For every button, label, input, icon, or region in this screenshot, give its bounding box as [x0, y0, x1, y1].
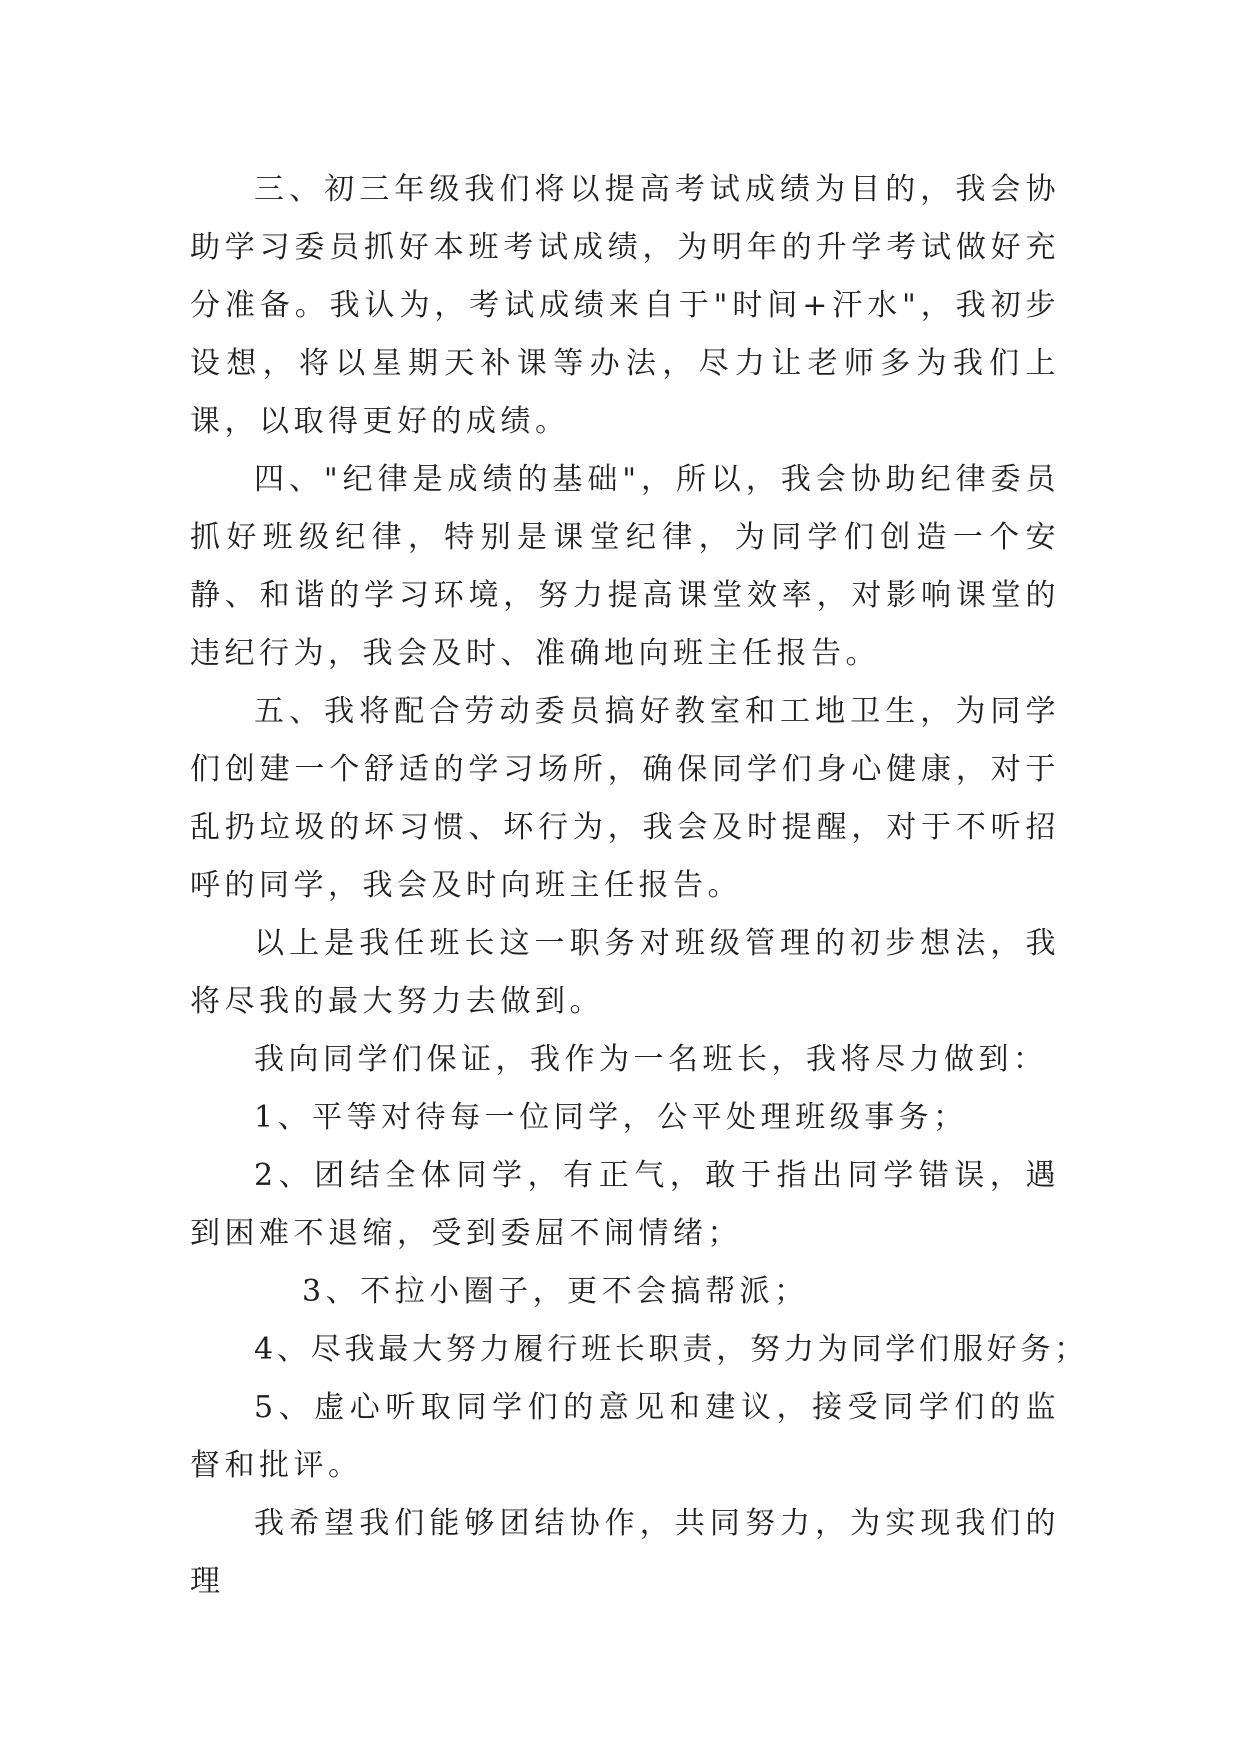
list-item-3: 3、不拉小圈子，更不会搞帮派； [302, 1274, 809, 1309]
document-body [190, 161, 1089, 1611]
list-item-5: 5、虚心听取同学们的意见和建议，接受同学们的监督和批评。 [190, 1390, 1060, 1483]
paragraph-item-3: 三、初三年级我们将以提高考试成绩为目的，我会协助学习委员抓好本班考试成绩，为明年的升学考试做好充分准备。我认为，考试成绩来自于"时间+汗水"，我初步设想，将以星期天补课等办法，尽力让老师多为我们上课，以取得更好的成绩。 [190, 172, 1060, 439]
list-item-2: 2、团结全体同学，有正气，敢于指出同学错误，遇到困难不退缩，受到委屈不闹情绪； [190, 1158, 1060, 1251]
paragraph-item-4: 四、"纪律是成绩的基础"，所以，我会协助纪律委员抓好班级纪律，特别是课堂纪律，为同学们创造一个安静、和谐的学习环境，努力提高课堂效率，对影响课堂的违纪行为，我会及时、准确地向班主任报告。 [190, 462, 1060, 671]
list-item-4: 4、尽我最大努力履行班长职责，努力为同学们服好务； [254, 1332, 1089, 1367]
paragraph-closing: 我希望我们能够团结协作，共同努力，为实现我们的理 [190, 1506, 1060, 1599]
paragraph-item-5: 五、我将配合劳动委员搞好教室和工地卫生，为同学们创建一个舒适的学习场所，确保同学们身心健康，对于乱扔垃圾的坏习惯、坏行为，我会及时提醒，对于不听招呼的同学，我会及时向班主任报告。 [190, 694, 1060, 903]
paragraph-summary: 以上是我任班长这一职务对班级管理的初步想法，我将尽我的最大努力去做到。 [190, 926, 1060, 1019]
list-item-1: 1、平等对待每一位同学，公平处理班级事务； [254, 1100, 968, 1135]
paragraph-promise-intro: 我向同学们保证，我作为一名班长，我将尽力做到： [254, 1042, 1048, 1077]
